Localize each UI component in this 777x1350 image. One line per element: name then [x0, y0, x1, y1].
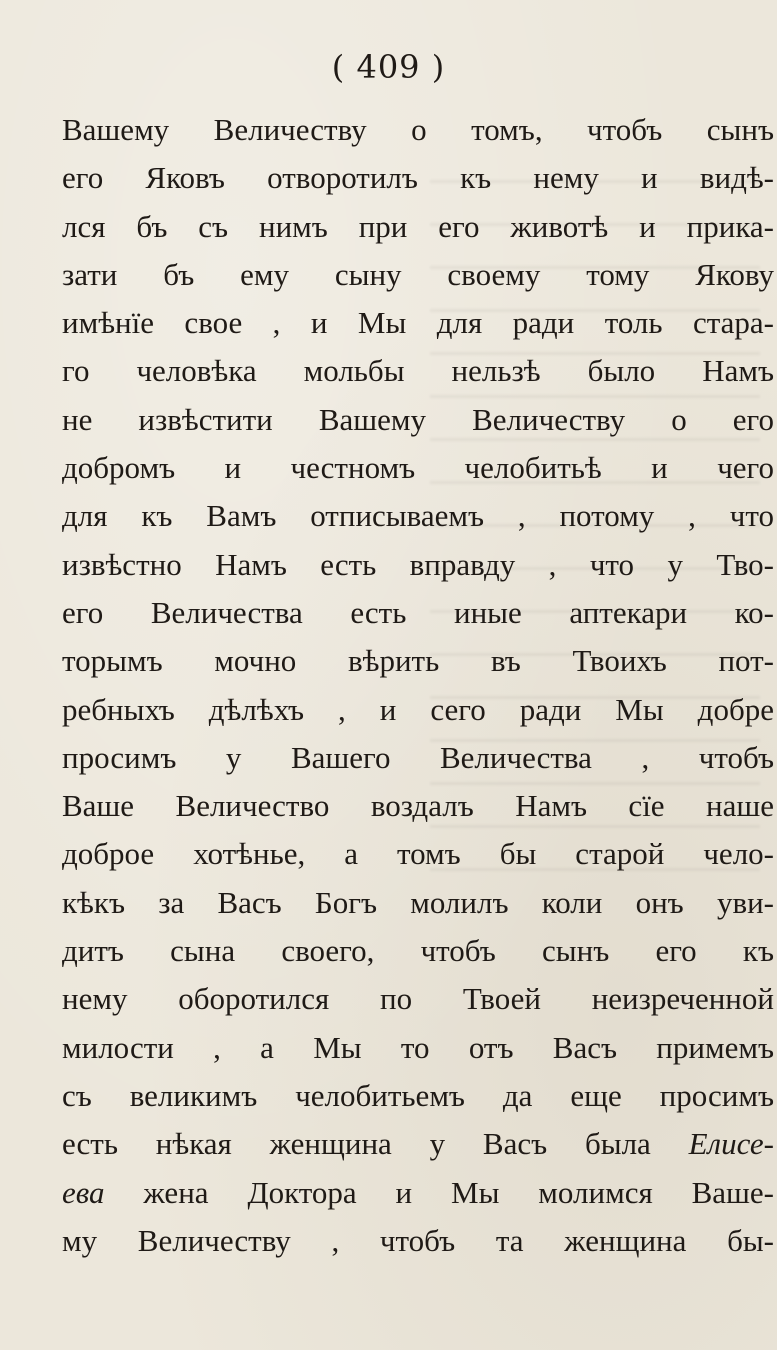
text-line: имѣнїе свое , и Мы для ради толь стара- [62, 305, 774, 341]
text-line-with-italic [62, 1120, 774, 1168]
text-line: ребныхъ дѣлѣхъ , и сего ради Мы добре [62, 691, 774, 727]
text-line: Ваше Величество воздалъ Намъ сїе наше [62, 788, 774, 824]
text-line: торымъ мочно вѣрить въ Твоихъ пот- [62, 643, 774, 679]
text-line: нему оборотился по Твоей неизреченной [62, 981, 774, 1017]
text-line: му Величеству , чтобъ та женщина бы- [62, 1222, 774, 1258]
italic-name: ева [62, 1174, 105, 1210]
text-segment: есть нѣкая женщина у Васъ была [62, 1126, 651, 1162]
text-line: не извѣстити Вашему Величеству о его [62, 401, 774, 437]
text-line: дитъ сына своего, чтобъ сынъ его къ [62, 933, 774, 969]
text-line: доброе хотѣнье, а томъ бы старой чело- [62, 836, 774, 872]
page-number: ( 409 ) [331, 48, 446, 86]
text-line: для къ Вамъ отписываемъ , потому , что [62, 498, 774, 534]
text-line: Вашему Величеству о томъ, чтобъ сынъ [62, 112, 774, 147]
text-line: просимъ у Вашего Величества , чтобъ [62, 739, 774, 775]
text-line: го человѣка мольбы нельзѣ было Намъ [62, 353, 774, 389]
text-line: извѣстно Намъ есть вправду , что у Тво- [62, 546, 774, 582]
text-line: лся бъ съ нимъ при его животѣ и прика- [62, 208, 774, 244]
text-line: зати бъ ему сыну своему тому Якову [62, 256, 774, 292]
italic-name: Елисе- [688, 1126, 774, 1162]
body-text [62, 106, 774, 1265]
text-line: добромъ и честномъ челобитьѣ и чего [62, 450, 774, 486]
text-line: съ великимъ челобитьемъ да еще просимъ [62, 1077, 774, 1113]
text-line: милости , а Мы то отъ Васъ примемъ [62, 1029, 774, 1065]
text-line-with-italic [62, 1169, 774, 1217]
text-line: кѣкъ за Васъ Богъ молилъ коли онъ уви- [62, 884, 774, 920]
text-segment: жена Доктора и Мы молимся Ваше- [143, 1174, 774, 1210]
text-line: его Величества есть иные аптекари ко- [62, 594, 774, 630]
text-line: его Яковъ отворотилъ къ нему и видѣ- [62, 160, 774, 196]
